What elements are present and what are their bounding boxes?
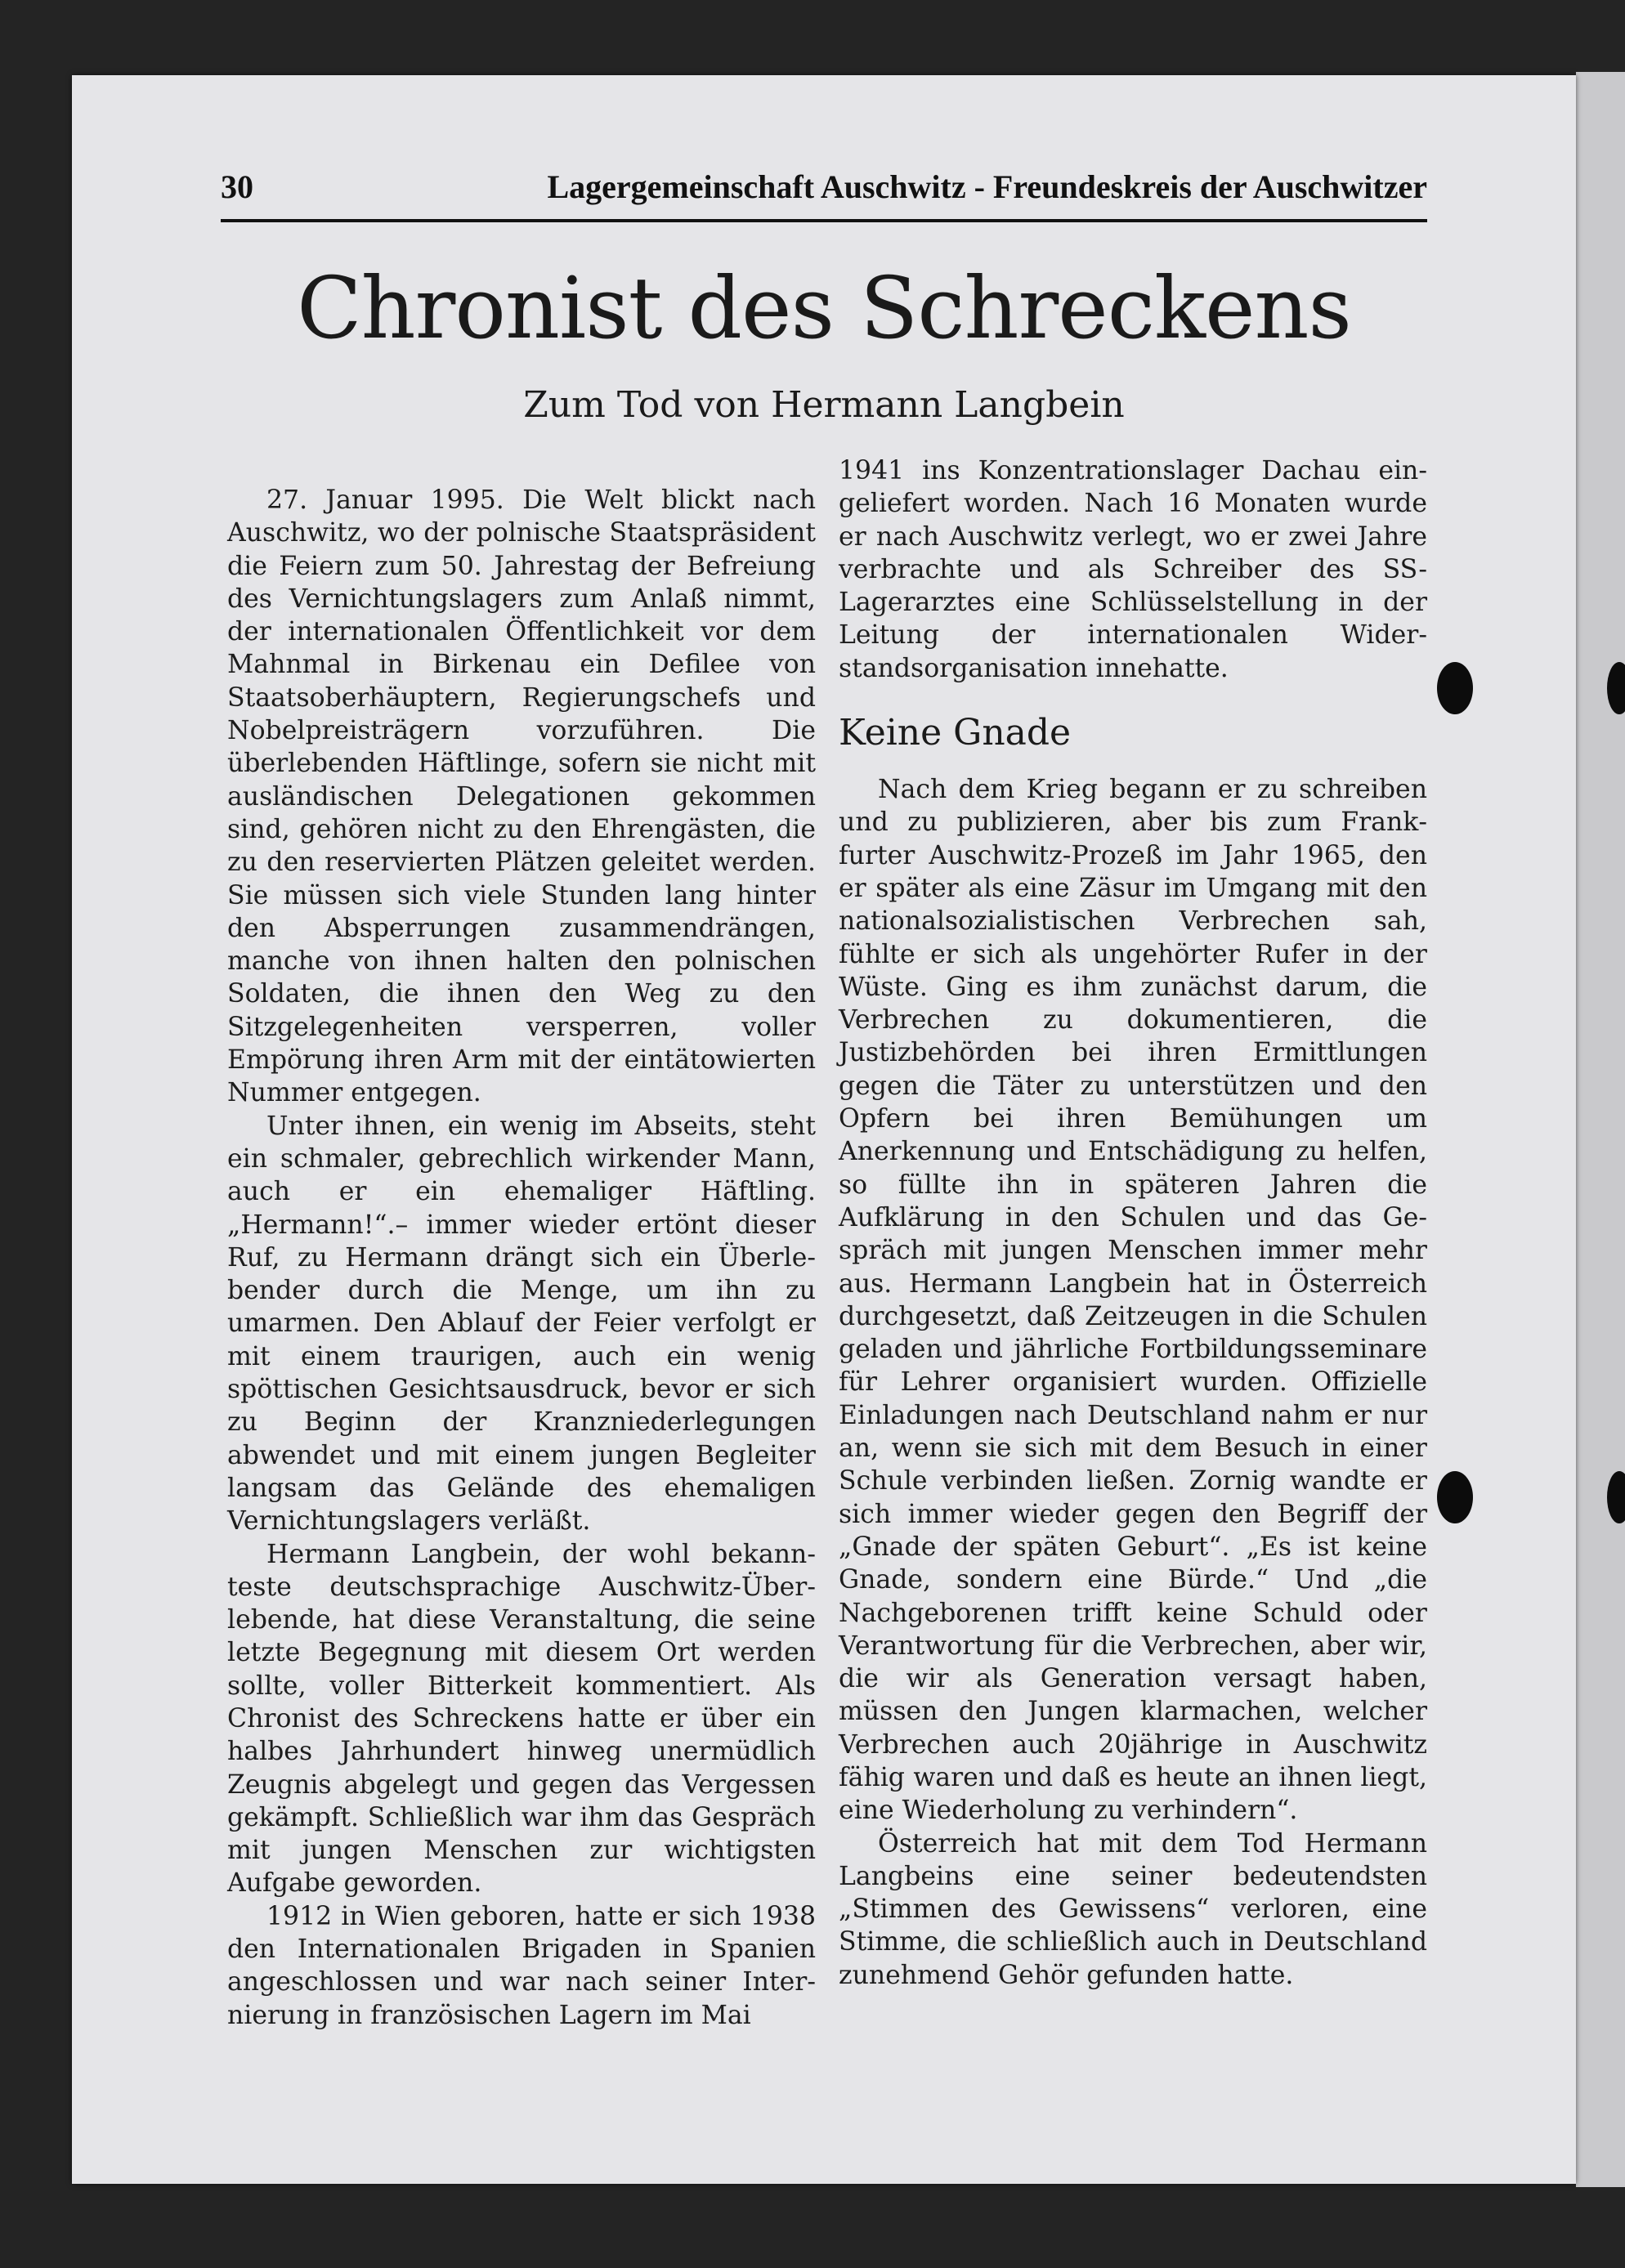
punch-hole	[1437, 1471, 1473, 1523]
adjacent-page-edge	[1576, 72, 1625, 2187]
header-rule	[221, 219, 1427, 222]
paragraph: Österreich hat mit dem Tod Hermann Langbeins eine seiner bedeutendsten „Stimmen des Gewissens“ verloren, eine Stimme, die schließlich auch in Deutschland zunehmend Gehör gefunden hatte.	[839, 1828, 1427, 1990]
right-column	[839, 454, 1427, 1992]
paragraph: Unter ihnen, ein wenig im Abseits, steht ein schmaler, gebrechlich wirkender Mann, auch er ein ehemaliger Häftling. „Hermann!“.– immer wieder ertönt dieser Ruf, zu Hermann drängt sich ein Überlebender durch die Menge, um ihn zu umarmen. Den Ablauf der Feier verfolgt er mit einem traurigen, auch ein wenig spöttischen Gesichtsausdruck, bevor er sich zu Beginn der Kranzniederlegungen abwendet und mit einem jungen Begleiter langsam das Gelände des ehemaligen Vernichtungslagers verläßt.	[227, 1111, 816, 1537]
paragraph: 27. Januar 1995. Die Welt blickt nach Auschwitz, wo der polnische Staatspräsident die Feiern zum 50. Jahrestag der Befreiung des Vernichtungslagers zum Anlaß nimmt, der internationalen Öffentlichkeit vor dem Mahnmal in Birkenau ein Defilee von Staatsoberhäuptern, Regierungschefs und Nobelpreisträgern vorzuführen. Die überlebenden Häftlinge, sofern sie nicht mit ausländischen Delegationen gekommen sind, gehören nicht zu den Ehrengästen, die zu den reservierten Plätzen geleitet werden. Sie müssen sich viele Stunden lang hinter den Absperrungen zusammendrängen, manche von ihnen halten den polnischen Soldaten, die ihnen den Weg zu den Sitzgelegenheiten versperren, voller Empörung ihren Arm mit der eintätowierten Nummer entgegen.	[227, 485, 816, 1108]
running-title: Lagergemeinschaft Auschwitz - Freundeskreis der Auschwitzer	[547, 168, 1427, 205]
article-subtitle: Zum Tod von Hermann Langbein	[523, 384, 1125, 426]
paragraph: 1912 in Wien geboren, hatte er sich 1938 den Internationalen Brigaden in Spanien angeschlossen und war nach seiner Internierung in französischen Lagern im Mai	[227, 1901, 816, 2030]
article-title: Chronist des Schreckens	[297, 258, 1351, 358]
page-number: 30	[221, 168, 253, 205]
punch-hole	[1607, 1471, 1625, 1523]
punch-hole	[1607, 662, 1625, 714]
section-heading: Keine Gnade	[839, 712, 1072, 754]
paragraph: Hermann Langbein, der wohl bekannteste deutschsprachige Auschwitz-Überlebende, hat diese Veranstaltung, die seine letzte Begegnung mit diesem Ort werden sollte, voller Bitterkeit kommentiert. Als Chronist des Schreckens hatte er über ein halbes Jahrhundert hinweg unermüdlich Zeugnis abgelegt und gegen das Vergessen gekämpft. Schließlich war ihm das Gespräch mit jungen Menschen zur wichtigsten Aufgabe geworden.	[227, 1539, 816, 1899]
running-head	[221, 168, 1427, 206]
punch-hole	[1437, 662, 1473, 714]
left-column	[227, 484, 816, 2032]
paragraph: 1941 ins Konzentrationslager Dachau eingeliefert worden. Nach 16 Monaten wurde er nach Auschwitz verlegt, wo er zwei Jahre verbrachte und als Schreiber des SS-Lagerarztes eine Schlüsselstellung in der Leitung der internationalen Widerstandsorganisation innehatte.	[839, 456, 1427, 683]
paragraph: Nach dem Krieg begann er zu schreiben und zu publizieren, aber bis zum Frankfurter Auschwitz-Prozeß im Jahr 1965, den er später als eine Zäsur im Umgang mit den nationalsozialistischen Verbrechen sah, fühlte er sich als ungehörter Rufer in der Wüste. Ging es ihm zunächst darum, die Verbrechen zu dokumentieren, die Justizbehörden bei ihren Ermittlungen gegen die Täter zu unterstützen und den Opfern bei ihren Bemühungen um Anerkennung und Entschädigung zu helfen, so füllte ihn in späteren Jahren die Aufklärung in den Schulen und das Gespräch mit jungen Menschen immer mehr aus. Hermann Langbein hat in Österreich durchgesetzt, daß Zeitzeugen in die Schulen geladen und jährliche Fortbildungsseminare für Lehrer organisiert wurden. Offizielle Einladungen nach Deutschland nahm er nur an, wenn sie sich mit dem Besuch in einer Schule verbinden ließen. Zornig wandte er sich immer wieder gegen den Begriff der „Gnade der späten Geburt“. „Es ist keine Gnade, sondern eine Bürde.“ Und „die Nachgeborenen trifft keine Schuld oder Verantwortung für die Verbrechen, aber wir, die wir als Generation versagt haben, müssen den Jungen klarmachen, welcher Verbrechen auch 20jährige in Auschwitz fähig waren und daß es heute an ihnen liegt, eine Wiederholung zu verhindern“.	[839, 775, 1427, 1826]
